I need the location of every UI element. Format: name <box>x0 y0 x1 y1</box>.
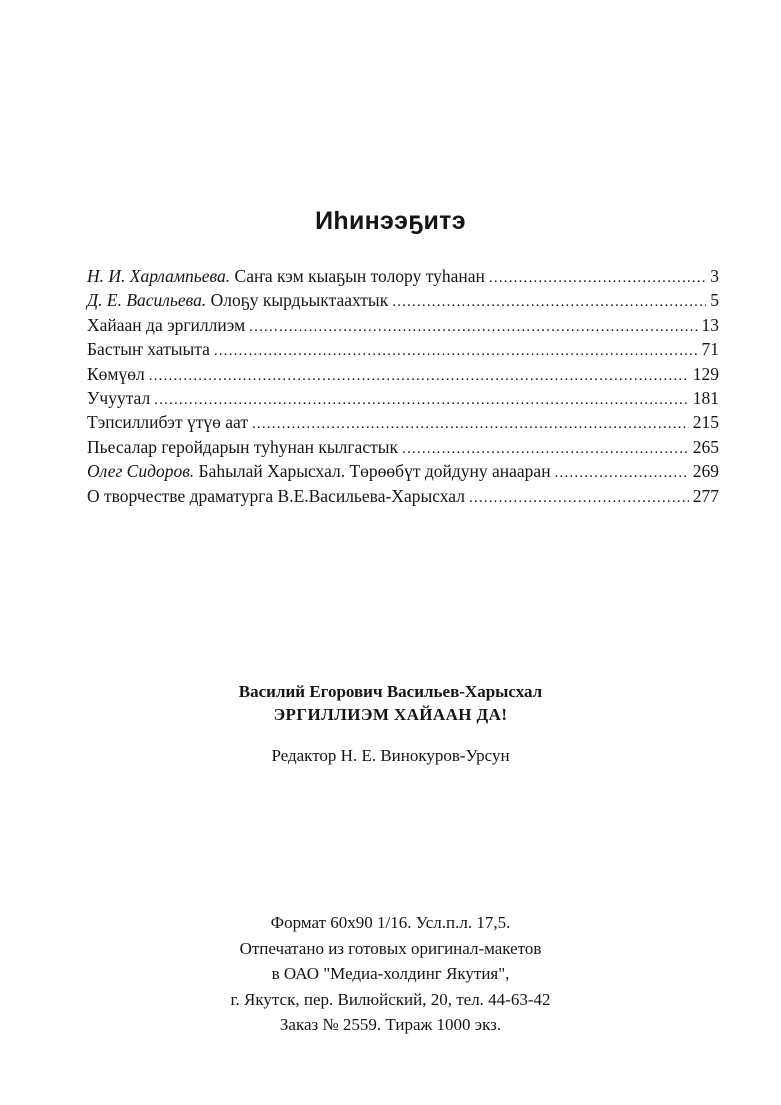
toc-entry-title: Пьесалар геройдарын туһунан кылгастык <box>87 436 399 457</box>
page-title: Иһинээҕитэ <box>315 207 466 235</box>
toc-leader-dots <box>555 461 689 485</box>
toc-entry-page: 277 <box>692 485 719 506</box>
toc-entry <box>87 313 719 337</box>
toc-leader-dots <box>249 315 697 339</box>
imprint-printed-from: Отпечатано из готовых оригинал-макетов <box>239 938 542 958</box>
imprint-format: Формат 60х90 1/16. Усл.п.л. 17,5. <box>270 913 511 932</box>
toc-entry-page: 269 <box>692 461 719 482</box>
toc-entry-page: 215 <box>692 412 719 433</box>
toc-entry <box>87 435 719 459</box>
toc-entry-title: Баһылай Харысхал. Төрөөбүт дойдуну анааран <box>198 461 551 482</box>
toc-entry-title: Бастыҥ хатыыта <box>87 339 210 360</box>
author-full-name: Василий Егорович Васильев-Харысхал <box>238 682 543 701</box>
toc-entry-author: Д. Е. Васильева. <box>87 290 207 311</box>
toc-entry <box>87 362 719 386</box>
toc-entry-title: Көмүөл <box>87 363 145 384</box>
toc-entry <box>87 288 719 312</box>
toc-leader-dots <box>402 437 689 461</box>
toc-entry-author: Н. И. Харлампьева. <box>87 266 231 286</box>
toc-entry-page: 265 <box>692 436 719 457</box>
toc-entry-title: Хайаан да эргиллиэм <box>87 314 246 335</box>
imprint-printer: в ОАО "Медиа-холдинг Якутия", <box>271 964 510 983</box>
toc-entry-text <box>87 264 485 288</box>
toc-entry-text <box>87 459 551 483</box>
book-title: ЭРГИЛЛИЭМ ХАЙААН ДА! <box>273 705 508 724</box>
toc-entry <box>87 386 719 410</box>
toc-entry-author: Олег Сидоров. <box>87 461 195 482</box>
toc-entry-text <box>87 288 388 312</box>
toc-entry-title: Саҥа кэм кыаҕын толору туһанан <box>234 266 485 286</box>
toc-leader-dots <box>214 339 698 363</box>
toc-leader-dots <box>489 266 706 290</box>
toc-entry-page: 5 <box>710 290 719 311</box>
toc-entry-page: 13 <box>701 314 719 335</box>
toc-leader-dots <box>469 486 689 510</box>
toc-leader-dots <box>392 290 706 314</box>
table-of-contents <box>87 264 719 508</box>
toc-entry <box>87 459 719 483</box>
toc-entry-title: Олоҕу кырдьыктаахтык <box>210 290 389 311</box>
imprint-order: Заказ № 2559. Тираж 1000 экз. <box>279 1015 502 1034</box>
toc-entry-title: О творчестве драматурга В.Е.Васильева-Харысхал <box>87 485 465 506</box>
toc-leader-dots <box>149 364 689 388</box>
toc-entry <box>87 410 719 434</box>
toc-leader-dots <box>252 412 689 436</box>
toc-entry-page: 181 <box>692 387 719 408</box>
toc-leader-dots <box>154 388 689 412</box>
toc-entry <box>87 337 719 361</box>
imprint-address: г. Якутск, пер. Вилюйский, 20, тел. 44-63-42 <box>230 989 551 1009</box>
toc-entry-title: Тэпсиллибэт үтүө аат <box>87 412 248 433</box>
toc-entry <box>87 264 719 288</box>
imprint-block <box>0 910 781 1038</box>
toc-entry <box>87 484 719 508</box>
toc-entry-page: 3 <box>710 266 719 286</box>
toc-entry-page: 71 <box>701 339 719 360</box>
editor-credit: Редактор Н. Е. Винокуров-Урсун <box>271 746 510 765</box>
toc-entry-title: Учуутал <box>87 387 151 408</box>
toc-entry-page: 129 <box>692 363 719 384</box>
